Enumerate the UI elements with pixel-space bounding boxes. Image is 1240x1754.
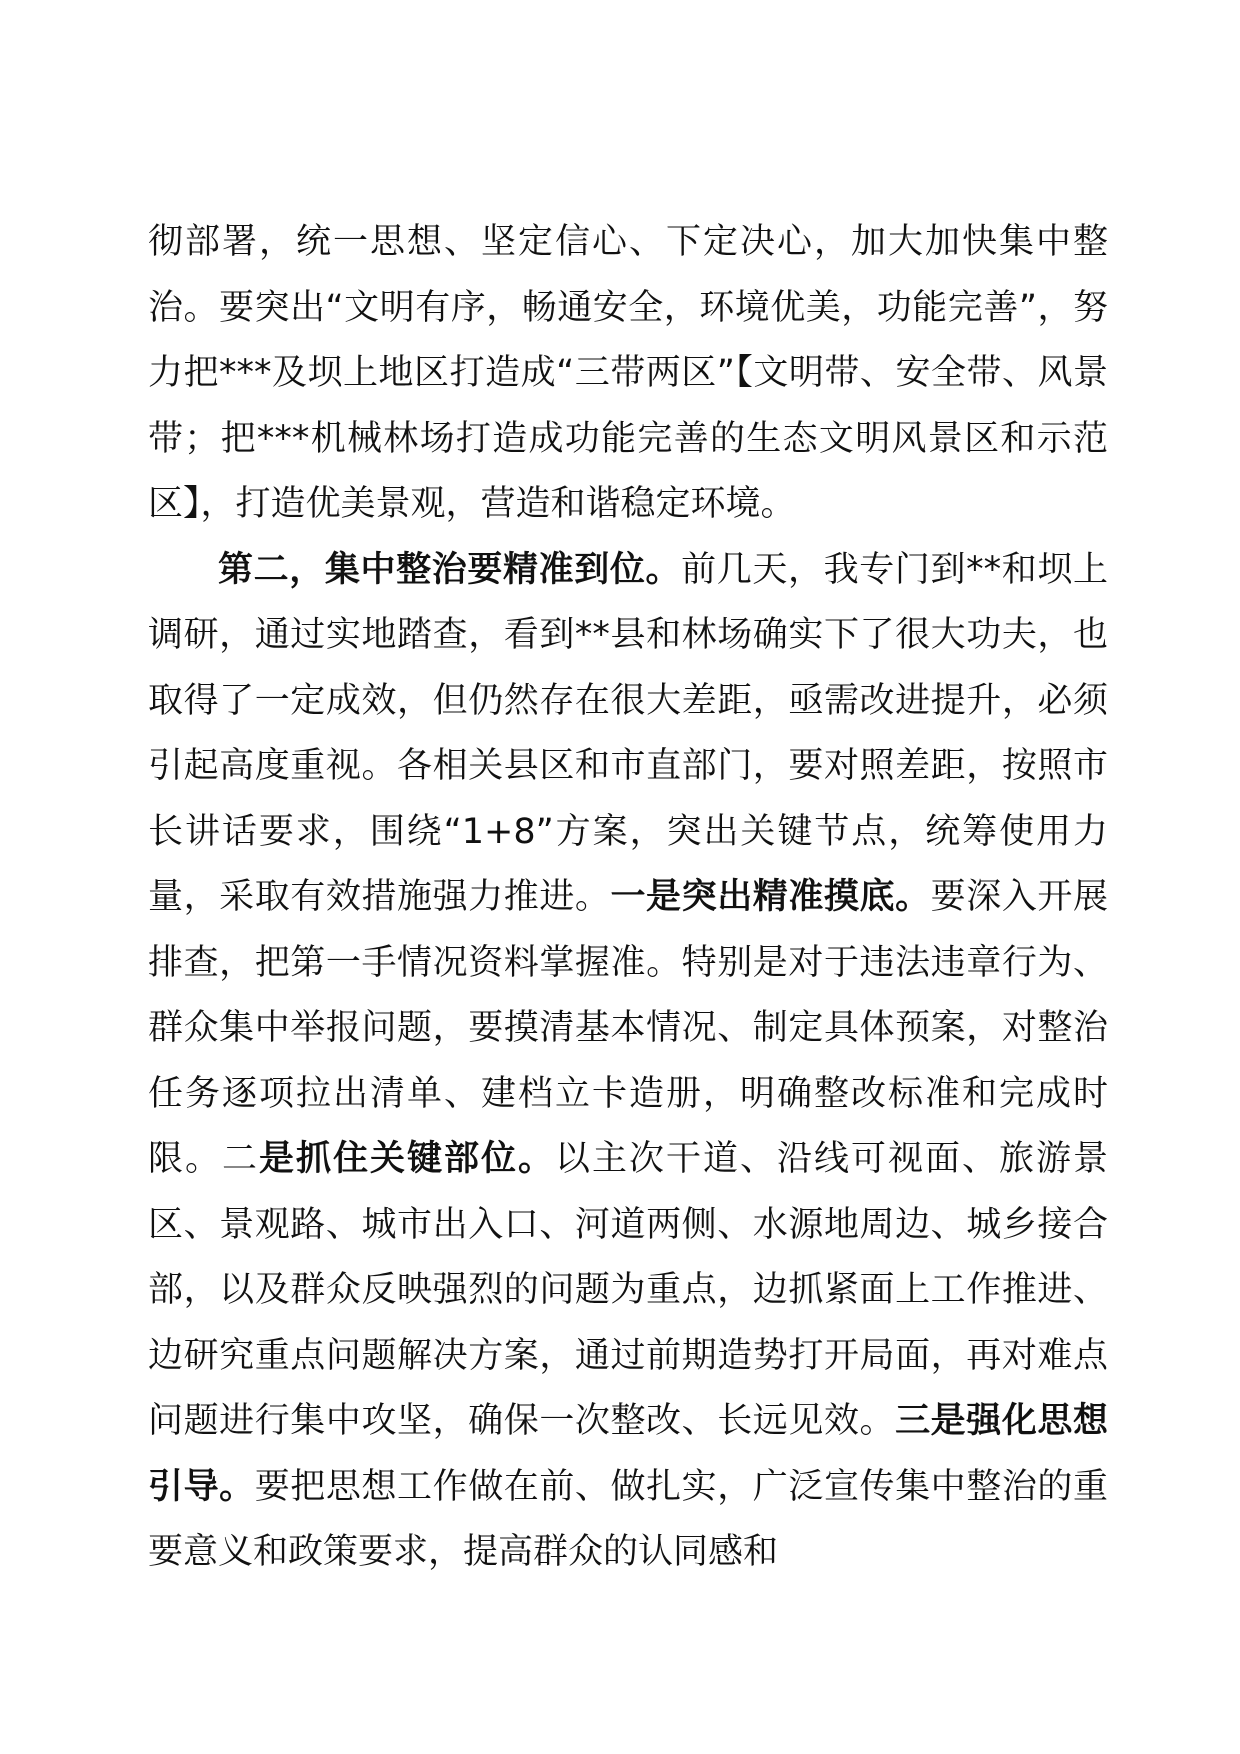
paragraph-text: 以主次干道、沿线可视面、旅游景区、景观路、城市出入口、河道两侧、水源地周边、城乡接合部，以及群众反映强烈的问题为重点，边抓紧面上工作推进、边研究重点问题解决方案，通过前期造势打开局面，再对难点问题进行集中攻坚，确保一次整改、长远见效。 [148, 1139, 1108, 1441]
paragraph-text: 彻部署，统一思想、坚定信心、下定决心，加大加快集中整治。要突出“文明有序，畅通安全，环境优美，功能完善”，努力把***及坝上地区打造成“三带两区”【文明带、安全带、风景带；把***机械林场打造成功能完善的生态文明风景区和示范区】，打造优美景观，营造和谐稳定环境。 [148, 222, 1108, 524]
paragraph-text: 要深入开展排查，把第一手情况资料掌握准。特别是对于违法违章行为、群众集中举报问题，要摸清基本情况、制定具体预案，对整治任务逐项拉出清单、建档立卡造册，明确整改标准和完成时限。二 [148, 877, 1108, 1179]
point-heading-two: 是抓住关键部位。 [259, 1139, 555, 1179]
paragraph-text: 前几天，我专门到**和坝上调研，通过实地踏查，看到**县和林场确实下了很大功夫，也取得了一定成效，但仍然存在很大差距，亟需改进提升，必须引起高度重视。各相关县区和市直部门，要对照差距，按照市长讲话要求，围绕“1+8”方案，突出关键节点，统筹使用力量，采取有效措施强力推进。 [148, 549, 1108, 917]
point-heading-three: 三是强化思想引导。 [148, 1401, 1108, 1507]
paragraph-2 [148, 538, 1108, 1586]
body-text [148, 210, 1108, 1586]
point-heading-one: 一是突出精准摸底。 [610, 877, 931, 917]
paragraph-1 [148, 210, 1108, 538]
paragraph-text: 要把思想工作做在前、做扎实，广泛宣传集中整治的重要意义和政策要求，提高群众的认同感和 [148, 1466, 1108, 1572]
section-heading-second: 第二，集中整治要精准到位。 [218, 549, 682, 590]
